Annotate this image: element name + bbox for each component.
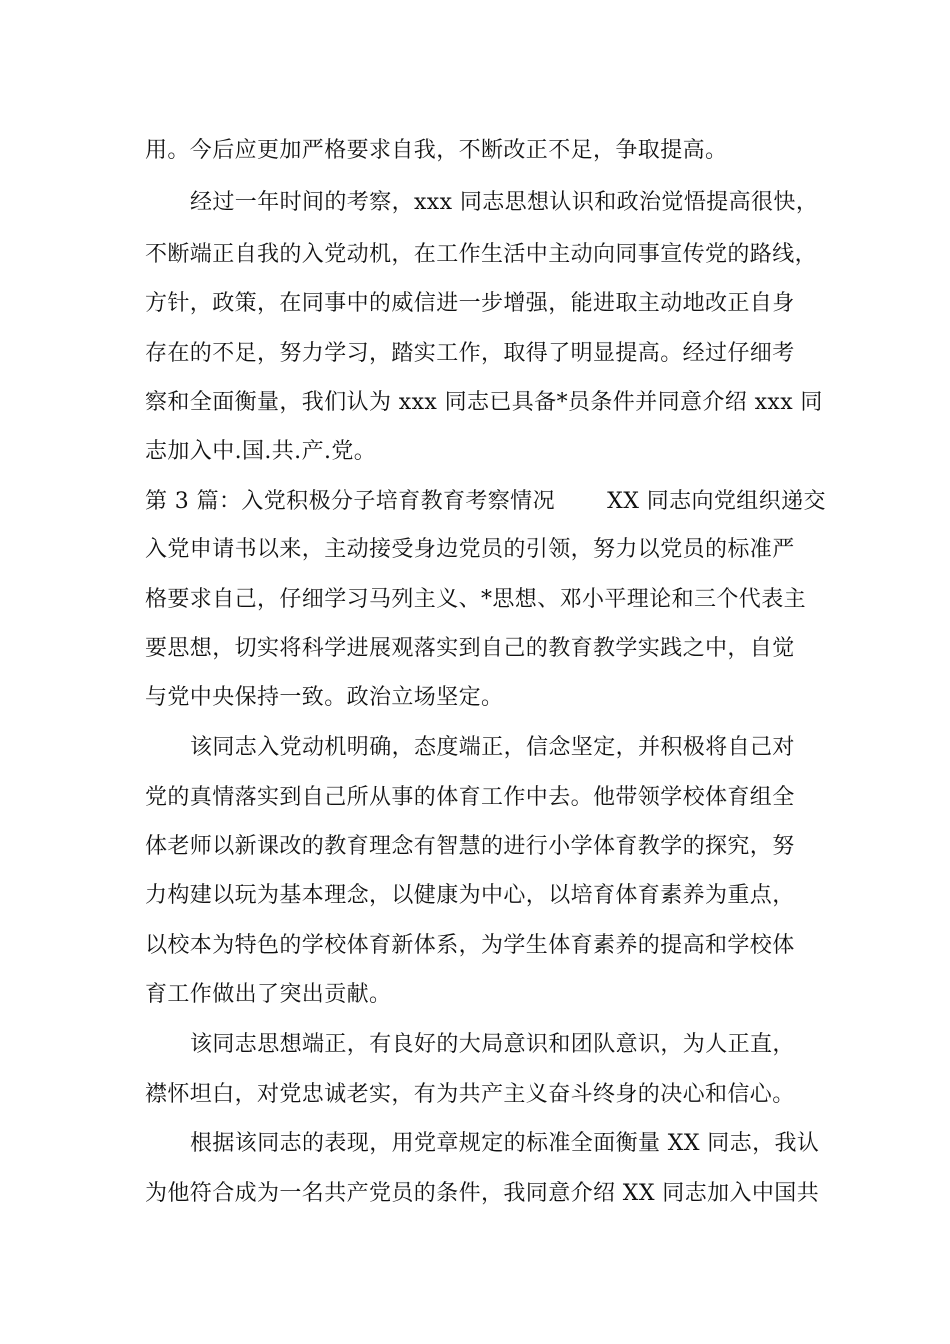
text-line: 格要求自己，仔细学习马列主义、*思想、邓小平理论和三个代表主 xyxy=(145,587,807,612)
text-line: 育工作做出了突出贡献。 xyxy=(145,982,392,1007)
text-line: 要思想，切实将科学进展观落实到自己的教育教学实践之中，自觉 xyxy=(145,636,795,661)
text-line: 根据该同志的表现，用党章规定的标准全面衡量 XX 同志，我认 xyxy=(190,1131,820,1156)
text-line: 不断端正自我的入党动机，在工作生活中主动向同事宣传党的路线， xyxy=(145,242,818,267)
text-line: 党的真情落实到自己所从事的体育工作中去。他带领学校体育组全 xyxy=(145,785,795,810)
text-line: 以校本为特色的学校体育新体系，为学生体育素养的提高和学校体 xyxy=(145,933,795,958)
text-line: 为他符合成为一名共产党员的条件，我同意介绍 XX 同志加入中国共 xyxy=(145,1181,820,1206)
text-line: 方针，政策，在同事中的威信进一步增强，能进取主动地改正自身 xyxy=(145,291,795,316)
text-line: 该同志思想端正，有良好的大局意识和团队意识，为人正直， xyxy=(190,1032,795,1057)
text-line: 力构建以玩为基本理念，以健康为中心，以培育体育素养为重点， xyxy=(145,883,795,908)
text-line: 与党中央保持一致。政治立场坚定。 xyxy=(145,685,504,710)
section-heading-line: 第 3 篇：入党积极分子培育教育考察情况 XX 同志向党组织递交 xyxy=(145,489,826,514)
text-line: 襟怀坦白，对党忠诚老实，有为共产主义奋斗终身的决心和信心。 xyxy=(145,1082,795,1107)
text-line: 志加入中.国.共.产.党。 xyxy=(145,439,377,464)
text-line: 经过一年时间的考察，xxx 同志思想认识和政治觉悟提高很快， xyxy=(190,190,819,215)
text-line: 用。今后应更加严格要求自我，不断改正不足，争取提高。 xyxy=(145,138,728,163)
text-line: 察和全面衡量，我们认为 xxx 同志已具备*员条件并同意介绍 xxx 同 xyxy=(145,390,823,415)
text-line: 存在的不足，努力学习，踏实工作，取得了明显提高。经过仔细考 xyxy=(145,341,795,366)
text-line: 体老师以新课改的教育理念有智慧的进行小学体育教学的探究，努 xyxy=(145,834,795,859)
text-line: 入党申请书以来，主动接受身边党员的引领，努力以党员的标准严 xyxy=(145,537,795,562)
text-line: 该同志入党动机明确，态度端正，信念坚定，并积极将自己对 xyxy=(190,735,795,760)
